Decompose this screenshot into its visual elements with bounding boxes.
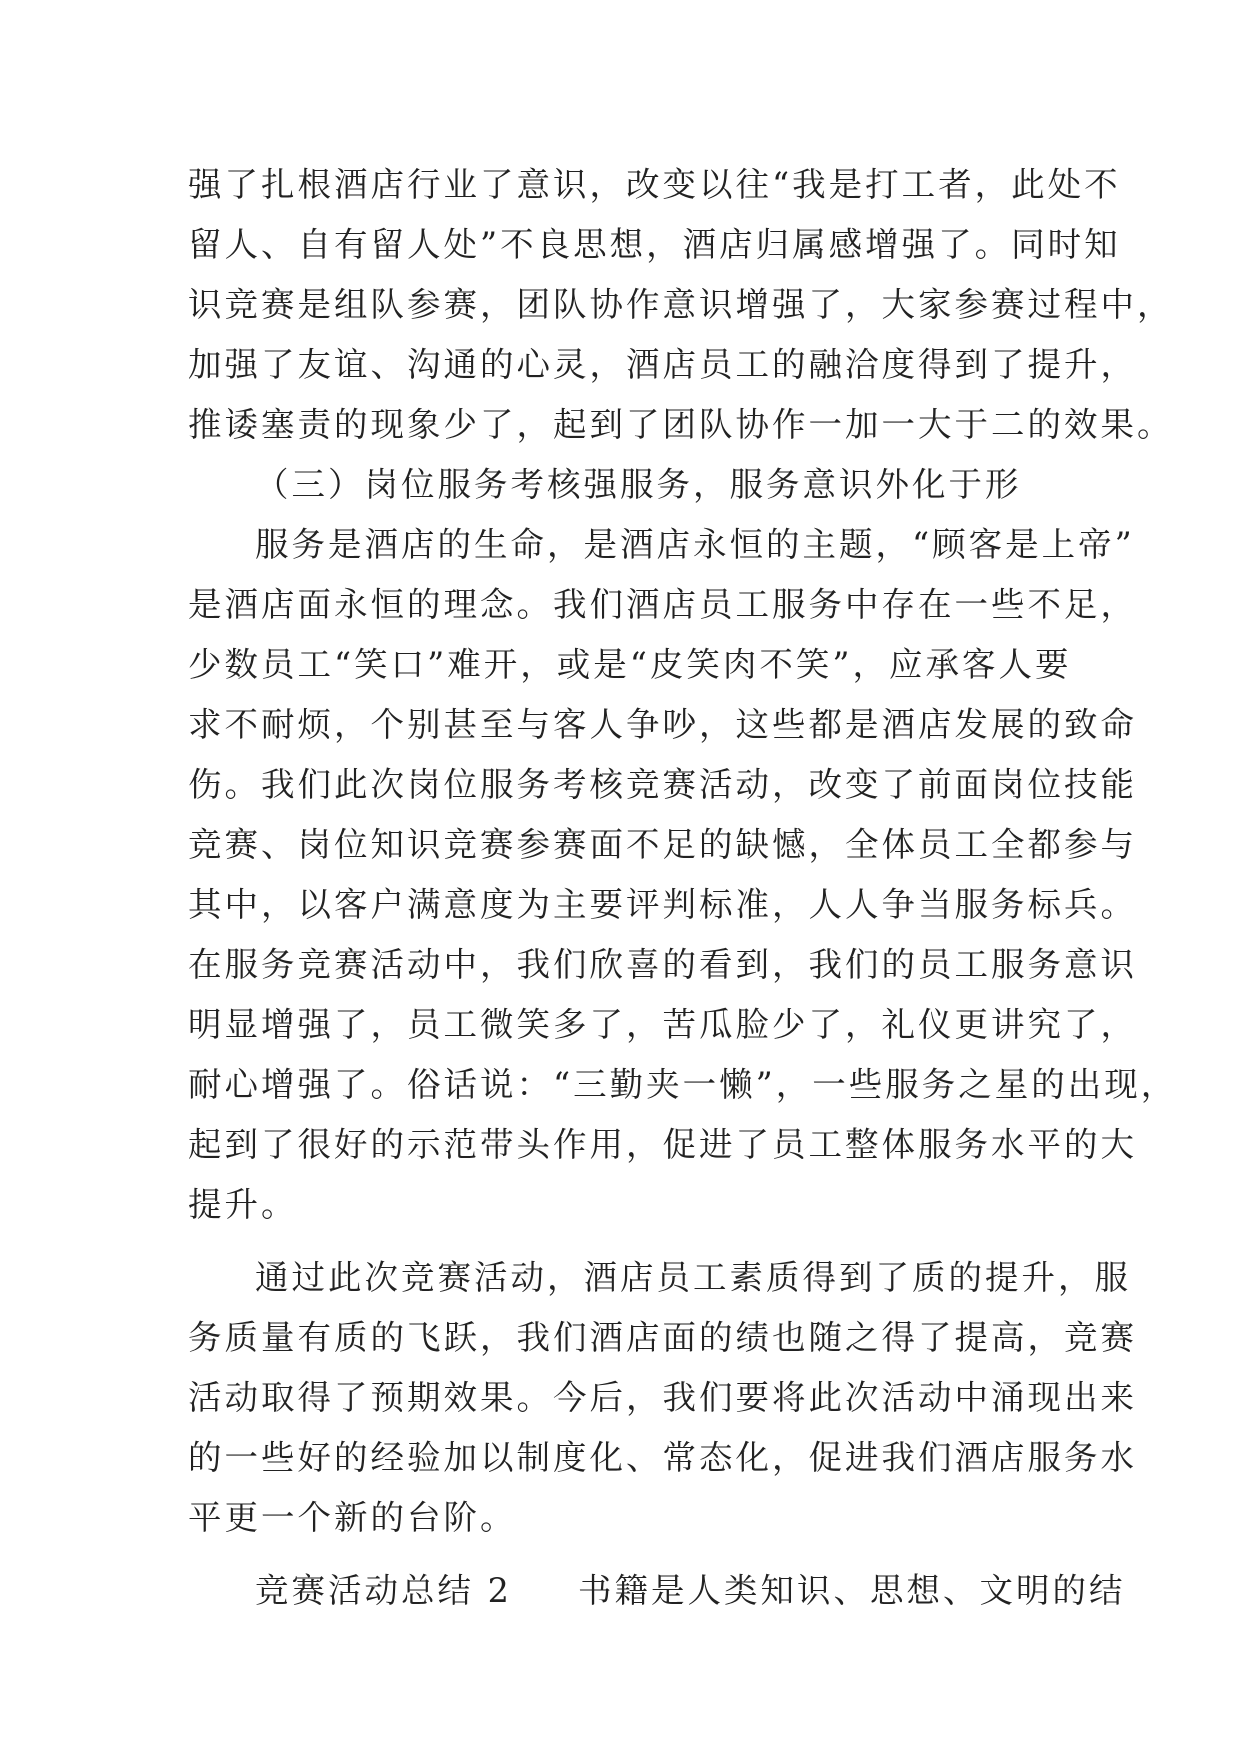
paragraph-line: 活动取得了预期效果。今后，我们要将此次活动中涌现出来 (188, 1378, 1137, 1417)
paragraph-2 (188, 515, 1178, 1235)
paragraph-line: 的一些好的经验加以制度化、常态化，促进我们酒店服务水 (188, 1438, 1137, 1477)
next-section-title: 竞赛活动总结 2 (255, 1571, 512, 1610)
paragraph-1 (188, 155, 1174, 455)
paragraph-line: 求不耐烦，个别甚至与客人争吵，这些都是酒店发展的致命 (188, 705, 1137, 744)
paragraph-line: 平更一个新的台阶。 (188, 1498, 517, 1537)
section-heading: （三）岗位服务考核强服务，服务意识外化于形 (255, 465, 1022, 504)
paragraph-line: 强了扎根酒店行业了意识，改变以往“我是打工者，此处不 (188, 165, 1121, 204)
paragraph-line: 在服务竞赛活动中，我们欣喜的看到，我们的员工服务意识 (188, 945, 1137, 984)
paragraph-line: 明显增强了，员工微笑多了，苦瓜脸少了，礼仪更讲究了， (188, 1005, 1137, 1044)
paragraph-line: 是酒店面永恒的理念。我们酒店员工服务中存在一些不足， (188, 585, 1137, 624)
paragraph-line: 识竞赛是组队参赛，团队协作意识增强了，大家参赛过程中， (188, 285, 1174, 324)
document-body (188, 155, 1178, 1621)
paragraph-line: 起到了很好的示范带头作用，促进了员工整体服务水平的大 (188, 1125, 1137, 1164)
paragraph-line: 少数员工“笑口”难开，或是“皮笑肉不笑”，应承客人要 (188, 645, 1072, 684)
paragraph-line: 推诿塞责的现象少了，起到了团队协作一加一大于二的效果。 (188, 405, 1174, 444)
paragraph-line: 伤。我们此次岗位服务考核竞赛活动，改变了前面岗位技能 (188, 765, 1137, 804)
paragraph-line: 加强了友谊、沟通的心灵，酒店员工的融洽度得到了提升， (188, 345, 1137, 384)
next-section-first-line: 书籍是人类知识、思想、文明的结 (577, 1571, 1126, 1610)
paragraph-line: 竞赛、岗位知识竞赛参赛面不足的缺憾，全体员工全都参与 (188, 825, 1137, 864)
paragraph-line: 通过此次竞赛活动，酒店员工素质得到了质的提升，服 (255, 1258, 1131, 1297)
next-section-line (188, 1561, 1126, 1621)
paragraph-line: 耐心增强了。俗话说：“三勤夹一懒”，一些服务之星的出现， (188, 1065, 1178, 1104)
paragraph-line: 其中，以客户满意度为主要评判标准，人人争当服务标兵。 (188, 885, 1137, 924)
paragraph-3 (188, 1248, 1137, 1548)
paragraph-line: 留人、自有留人处”不良思想，酒店归属感增强了。同时知 (188, 225, 1121, 264)
paragraph-line: 提升。 (188, 1185, 298, 1224)
paragraph-line: 务质量有质的飞跃，我们酒店面的绩也随之得了提高，竞赛 (188, 1318, 1137, 1357)
paragraph-line: 服务是酒店的生命，是酒店永恒的主题，“顾客是上帝” (255, 525, 1135, 564)
